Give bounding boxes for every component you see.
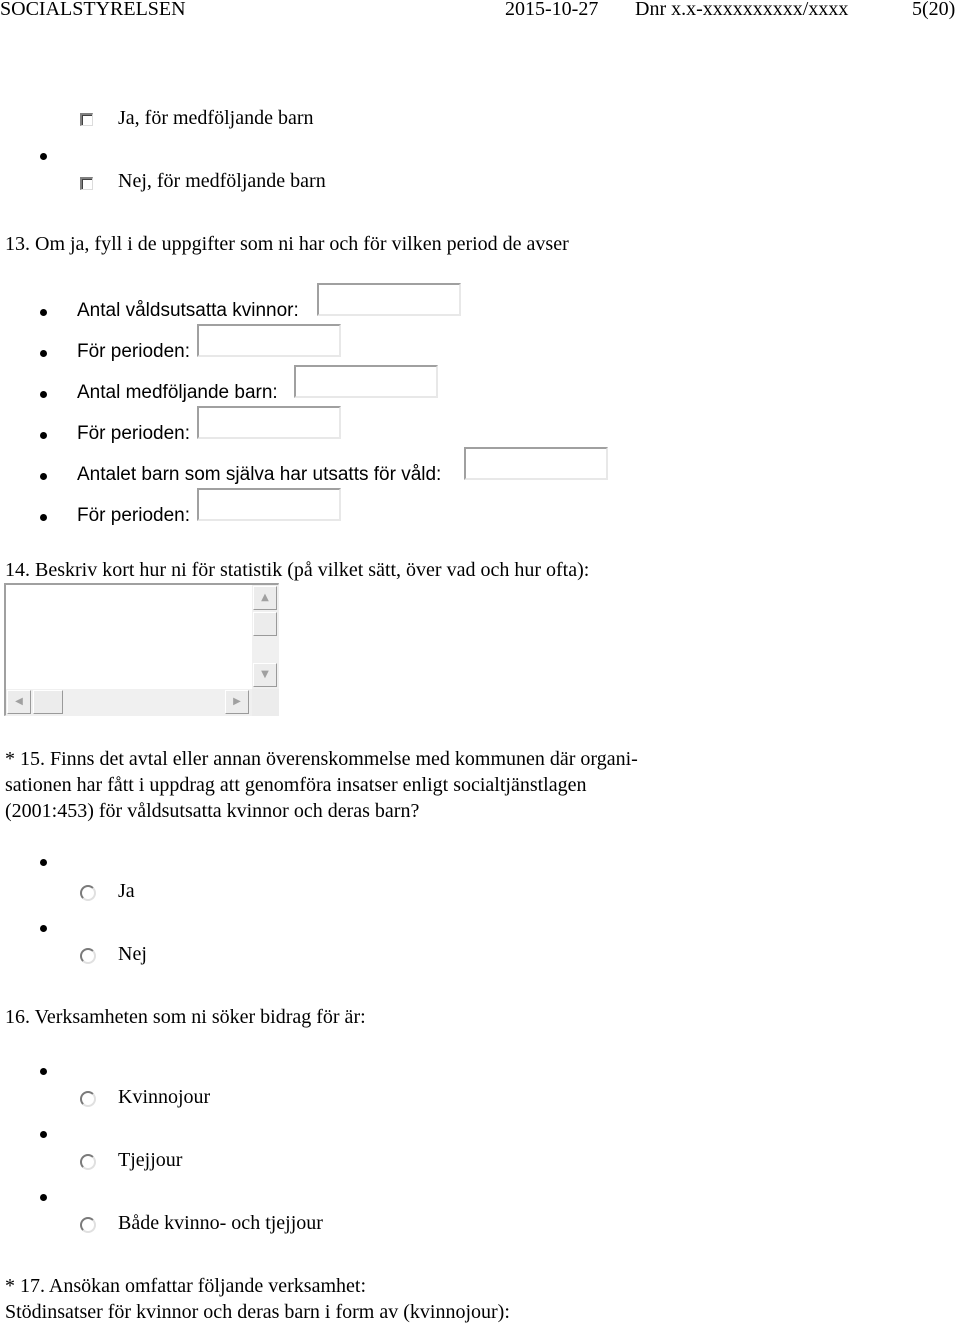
question-14: 14. Beskriv kort hur ni för statistik (på vilket sätt, över vad och hur ofta): [5, 559, 590, 581]
option-label: Ja [118, 880, 135, 902]
field-label: Antalet barn som själva har utsatts för våld: [77, 464, 442, 485]
bullet [40, 309, 47, 316]
bullet [40, 432, 47, 439]
field-label: För perioden: [77, 341, 191, 362]
question-17: * 17. Ansökan omfattar följande verksamhet: [5, 1275, 367, 1297]
header-date: 2015-10-27 [505, 0, 599, 20]
bullet [40, 925, 47, 932]
checkbox-ja-barn[interactable] [80, 113, 93, 126]
bullet [40, 514, 47, 521]
scroll-right-icon[interactable]: ▶ [225, 690, 249, 714]
antal-barn-vald-input[interactable] [464, 447, 608, 480]
radio-tjejjour[interactable] [80, 1154, 96, 1170]
scroll-corner [252, 689, 279, 716]
option-label: Kvinnojour [118, 1086, 211, 1108]
period-kvinnor-input[interactable] [197, 324, 341, 357]
scroll-up-icon[interactable]: ▲ [253, 586, 277, 610]
option-label: Både kvinno- och tjejjour [118, 1212, 323, 1234]
period-barn-input[interactable] [197, 406, 341, 439]
radio-avtal-nej[interactable] [80, 948, 96, 964]
question-17-sub: Stödinsatser för kvinnor och deras barn i form av (kvinnojour): [5, 1301, 510, 1323]
option-label: Nej, för medföljande barn [118, 170, 326, 192]
header-org: SOCIALSTYRELSEN [0, 0, 186, 20]
radio-kvinnojour[interactable] [80, 1091, 96, 1107]
bullet [40, 350, 47, 357]
header-dnr: Dnr x.x-xxxxxxxxxx/xxxx [635, 0, 849, 20]
question-15-line3: (2001:453) för våldsutsatta kvinnor och deras barn? [5, 800, 420, 822]
field-label: Antal medföljande barn: [77, 382, 278, 403]
scroll-thumb-horizontal[interactable] [33, 690, 63, 714]
question-13: 13. Om ja, fyll i de uppgifter som ni har och för vilken period de avser [5, 233, 569, 255]
field-label: För perioden: [77, 423, 191, 444]
radio-bade[interactable] [80, 1217, 96, 1233]
horizontal-scrollbar[interactable] [6, 689, 252, 716]
bullet [40, 473, 47, 480]
bullet [40, 391, 47, 398]
field-label: För perioden: [77, 505, 191, 526]
bullet [40, 1131, 47, 1138]
bullet [40, 859, 47, 866]
antal-kvinnor-input[interactable] [317, 283, 461, 316]
field-label: Antal våldsutsatta kvinnor: [77, 300, 299, 321]
option-label: Ja, för medföljande barn [118, 107, 314, 129]
bullet [40, 1068, 47, 1075]
header-page: 5(20) [912, 0, 956, 20]
scroll-down-icon[interactable]: ▼ [253, 663, 277, 687]
vertical-scrollbar[interactable] [252, 585, 279, 689]
option-label: Nej [118, 943, 147, 965]
period-barn-vald-input[interactable] [197, 488, 341, 521]
bullet [40, 1194, 47, 1201]
question-15-line2: sationen har fått i uppdrag att genomföra insatser enligt socialtjänstlagen [5, 774, 587, 796]
checkbox-nej-barn[interactable] [80, 177, 93, 190]
scroll-thumb-vertical[interactable] [253, 612, 277, 636]
question-16: 16. Verksamheten som ni söker bidrag för är: [5, 1006, 366, 1028]
bullet [40, 153, 47, 160]
antal-barn-input[interactable] [294, 365, 438, 398]
question-15-line1: * 15. Finns det avtal eller annan överenskommelse med kommunen där organi- [5, 748, 638, 770]
radio-avtal-ja[interactable] [80, 885, 96, 901]
option-label: Tjejjour [118, 1149, 183, 1171]
scroll-left-icon[interactable]: ◀ [7, 690, 31, 714]
statistik-textarea[interactable] [4, 583, 279, 716]
